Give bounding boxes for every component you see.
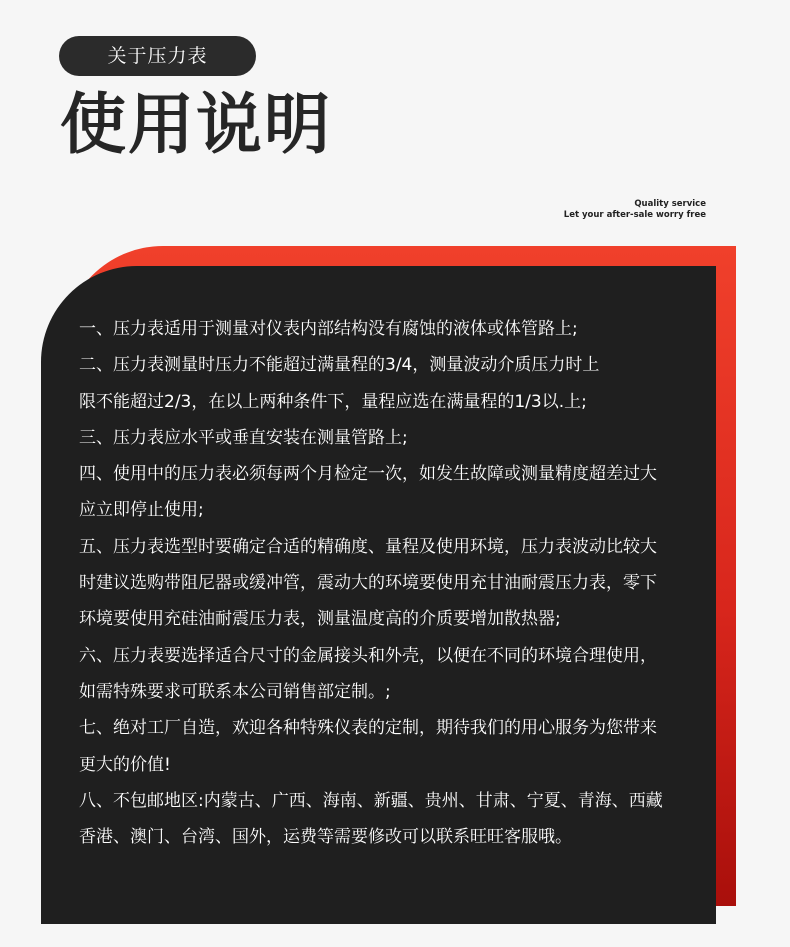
instruction-line: 限不能超过2/3，在以上两种条件下，量程应选在满量程的1/3以.上; bbox=[79, 391, 587, 412]
instruction-line: 环境要使用充硅油耐震压力表，测量温度高的介质要增加散热器; bbox=[79, 609, 561, 630]
instruction-line: 应立即停止使用; bbox=[79, 500, 204, 521]
instruction-line: 三、压力表应水平或垂直安装在测量管路上; bbox=[79, 427, 408, 448]
instruction-line: 八、不包邮地区:内蒙古、广西、海南、新疆、贵州、甘肃、宁夏、青海、西藏 bbox=[79, 790, 663, 811]
instruction-line: 时建议选购带阻尼器或缓冲管，震动大的环境要使用充甘油耐震压力表，零下 bbox=[79, 573, 657, 594]
instruction-line: 一、压力表适用于测量对仪表内部结构没有腐蚀的液体或体管路上; bbox=[79, 319, 578, 339]
instruction-line: 四、使用中的压力表必须每两个月检定一次，如发生故障或测量精度超差过大 bbox=[79, 464, 657, 485]
section-badge: 关于压力表 bbox=[59, 36, 256, 76]
instruction-line: 七、绝对工厂自造，欢迎各种特殊仪表的定制，期待我们的用心服务为您带来 bbox=[79, 718, 657, 739]
instruction-line: 如需特殊要求可联系本公司销售部定制。; bbox=[79, 681, 391, 702]
quality-service-tagline bbox=[564, 199, 706, 221]
page-title: 使用说明 bbox=[60, 86, 332, 163]
quality-line-2: Let your after-sale worry free bbox=[563, 210, 706, 220]
instruction-line: 五、压力表选型时要确定合适的精确度、量程及使用环境，压力表波动比较大 bbox=[79, 536, 657, 557]
quality-line-1: Quality service bbox=[634, 199, 706, 209]
instructions-text bbox=[79, 311, 709, 855]
instruction-line: 香港、澳门、台湾、国外，运费等需要修改可以联系旺旺客服哦。 bbox=[79, 827, 572, 848]
instruction-line: 更大的价值! bbox=[79, 754, 171, 775]
instruction-line: 二、压力表测量时压力不能超过满量程的3/4，测量波动介质压力时上 bbox=[79, 355, 600, 376]
instruction-line: 六、压力表要选择适合尺寸的金属接头和外壳，以便在不同的环境合理使用， bbox=[79, 645, 657, 666]
